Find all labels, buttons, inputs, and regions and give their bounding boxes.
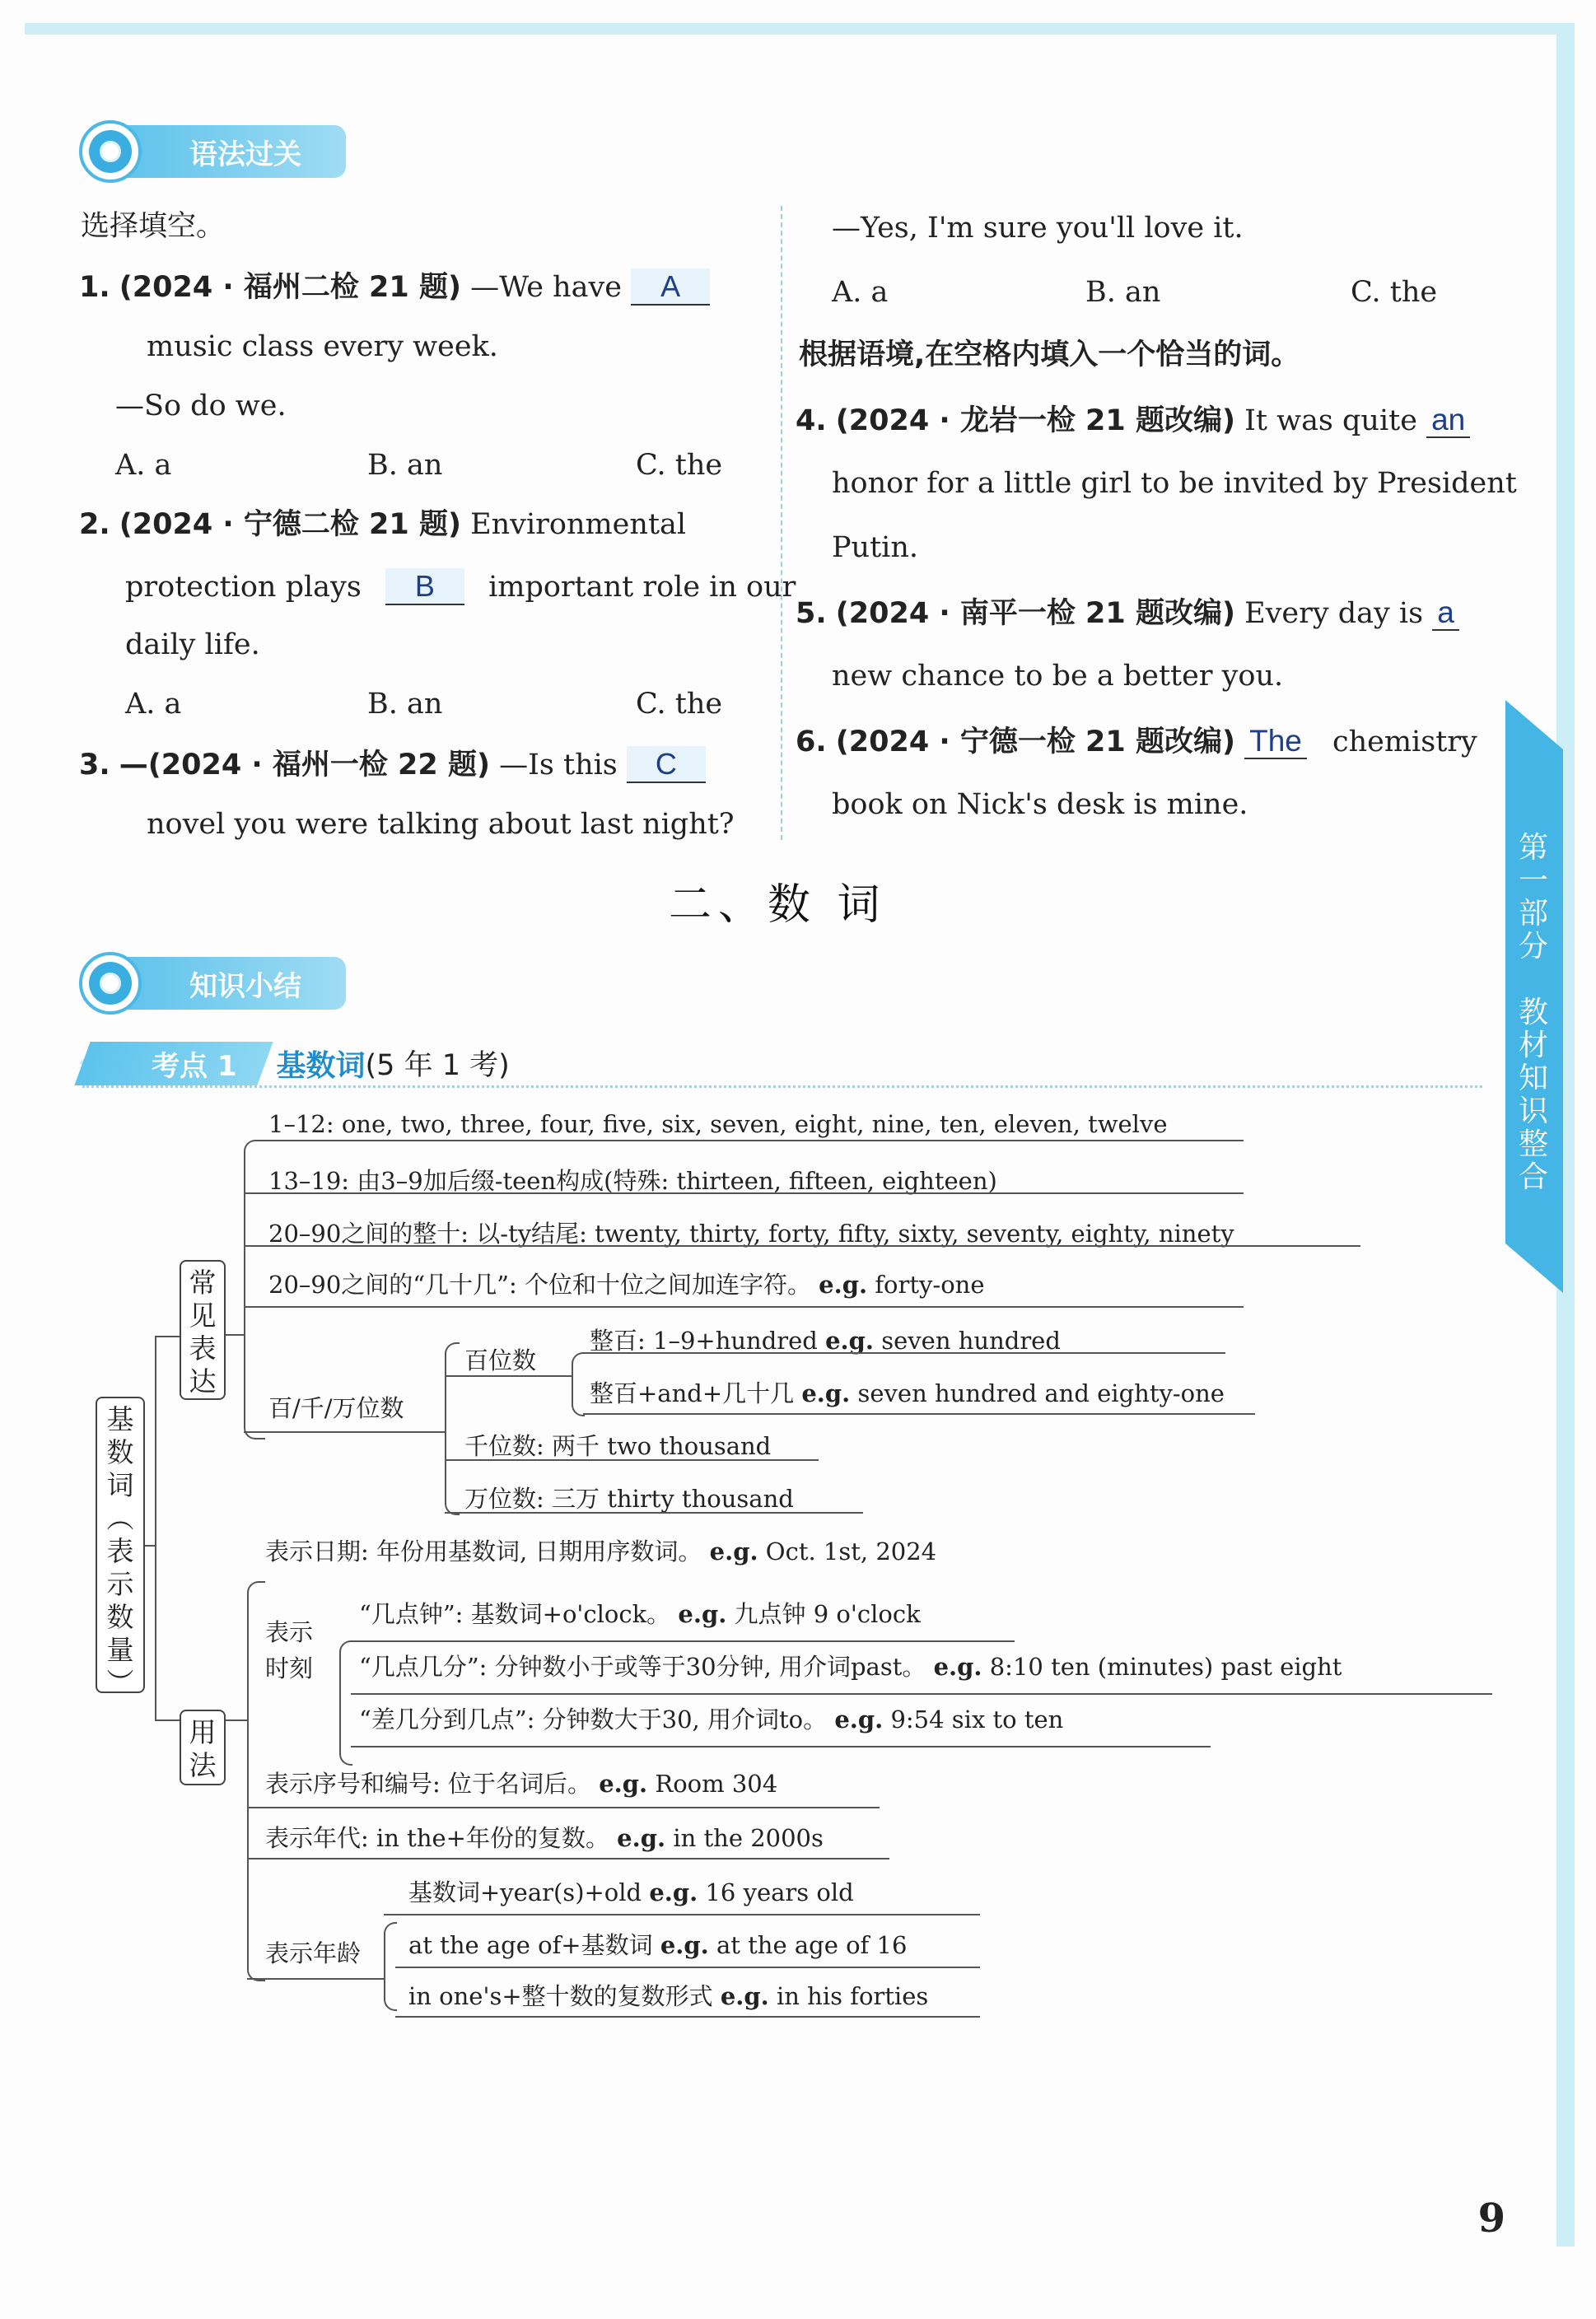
q2-answer: B [385,568,464,605]
q3-option-a: A. a [832,276,889,309]
q5-text: Every day is [1244,597,1424,630]
q1-number: 1. [79,271,110,304]
hundreds-thousands-label: 百/千/万位数 [268,1394,404,1422]
mindmap-root: 基 数 词 ︵ 表 示 数 量 ︶ [96,1397,145,1693]
q4-source: (2024 · 龙岩一检 21 题改编) [835,404,1235,437]
q1-option-b: B. an [367,449,443,482]
q2-text: Environmental [470,508,687,541]
common-13-19: 13–19: 由3–9加后缀-teen构成(特殊: thirteen, fifteen, eighteen) [268,1167,997,1195]
instruction-choose: 选择填空。 [81,210,226,243]
q1-text-cont: music class every week. [147,330,498,363]
q6-answer: The [1244,724,1307,759]
side-tab-label: 第 一 部 分 教 材 知 识 整 合 [1518,831,1548,1194]
q3-response: —Yes, I'm sure you'll love it. [832,212,1244,245]
q3-text-cont: novel you were talking about last night? [147,808,735,841]
q4-text-end: Putin. [832,531,919,564]
badge-icon [79,952,142,1015]
usage-number: 表示序号和编号: 位于名词后。 e.g. Room 304 [265,1770,778,1798]
age-at-the-age: at the age of+基数词 e.g. at the age of 16 [408,1931,908,1959]
usage-decade: 表示年代: in the+年份的复数。 e.g. in the 2000s [265,1824,824,1852]
q3-answer: C [627,746,706,783]
q6-text-cont: book on Nick's desk is mine. [832,788,1248,821]
q1-response: —So do we. [115,390,287,422]
side-tab [1481,700,1555,1293]
q6-number: 6. [796,726,827,758]
q3-source: —(2024 · 福州一检 22 题) [119,749,490,782]
q3-number: 3. [79,749,110,782]
q5-answer: a [1432,595,1459,631]
common-1-12: 1–12: one, two, three, four, five, six, seven, eight, nine, ten, eleven, twelve [268,1110,1168,1138]
instruction-fill: 根据语境,在空格内填入一个恰当的词。 [799,338,1300,371]
top-decor-bar [25,23,1573,35]
question-1 [79,268,710,306]
q6-source: (2024 · 宁德一检 21 题改编) [835,726,1235,758]
q4-number: 4. [796,404,827,437]
q1-option-a: A. a [115,449,172,482]
age-years-old: 基数词+year(s)+old e.g. 16 years old [408,1878,854,1906]
q2-text-d: daily life. [125,628,260,661]
age-in-ones: in one's+整十数的复数形式 e.g. in his forties [408,1982,929,2010]
q2-option-b: B. an [367,688,443,721]
q5-number: 5. [796,597,827,630]
question-6 [796,723,1477,759]
question-5 [796,595,1459,631]
q6-text: chemistry [1332,726,1477,758]
q2-text-c: important role in our [488,571,796,604]
q4-answer: an [1426,403,1470,438]
q4-text-cont: honor for a little girl to be invited by President [832,467,1517,500]
age-label: 表示年龄 [265,1939,362,1967]
page-number: 9 [1477,2195,1505,2242]
q2-text-b: protection plays [125,571,362,604]
usage-box: 用 法 [180,1710,226,1785]
hundreds-label: 百位数 [464,1346,537,1374]
badge-label: 知识小结 [189,969,301,1003]
time-oclock: “几点钟”: 基数词+o'clock。 e.g. 九点钟 9 o'clock [359,1600,921,1628]
q2-option-c: C. the [636,688,723,721]
question-4 [796,402,1470,438]
column-divider [781,206,782,840]
q1-answer: A [631,268,710,306]
question-2 [79,507,686,542]
q1-option-c: C. the [636,449,723,482]
ten-thousands-item: 万位数: 三万 thirty thousand [464,1485,794,1513]
q5-source: (2024 · 南平一检 21 题改编) [835,597,1235,630]
time-label: 表示时刻 [265,1618,314,1682]
badge-icon [79,120,142,183]
kaodian-tag: 考点 1 [152,1049,237,1083]
kaodian-dotted-line [82,1085,1482,1088]
q1-source: (2024 · 福州二检 21 题) [119,271,461,304]
q1-text: —We have [470,271,622,304]
q4-text: It was quite [1244,404,1417,437]
common-compound-tens: 20–90之间的“几十几”: 个位和十位之间加连字符。 e.g. forty-one [268,1271,985,1299]
time-past: “几点几分”: 分钟数小于或等于30分钟, 用介词past。 e.g. 8:10 ten (minutes) past eight [359,1653,1342,1681]
badge-label: 语法过关 [189,138,301,171]
q3-option-c: C. the [1351,276,1438,309]
q3-text: —Is this [499,749,618,782]
time-to: “差几分到几点”: 分钟数大于30, 用介词to。 e.g. 9:54 six to ten [359,1705,1064,1733]
thousands-item: 千位数: 两千 two thousand [464,1432,772,1460]
kaodian-name: 基数词 [276,1048,366,1083]
common-tens: 20–90之间的整十: 以-ty结尾: twenty, thirty, forty, fifty, sixty, seventy, eighty, ninety [268,1220,1234,1248]
q2-source: (2024 · 宁德二检 21 题) [119,508,461,541]
question-3 [79,746,706,783]
q2-option-a: A. a [125,688,182,721]
kaodian-note: (5 年 1 考) [365,1049,510,1082]
hundreds-whole: 整百: 1–9+hundred e.g. seven hundred [590,1327,1061,1355]
q2-number: 2. [79,508,110,541]
kaodian-header [82,1043,510,1084]
hundreds-and: 整百+and+几十几 e.g. seven hundred and eighty-one [590,1379,1225,1407]
q2-line2 [125,568,796,605]
common-expression-box: 常 见 表 达 [180,1260,226,1400]
q3-option-b: B. an [1085,276,1161,309]
q5-text-cont: new chance to be a better you. [832,660,1284,693]
usage-date: 表示日期: 年份用基数词, 日期用序数词。 e.g. Oct. 1st, 2024 [265,1537,937,1565]
section-title: 二、数 词 [669,880,887,930]
